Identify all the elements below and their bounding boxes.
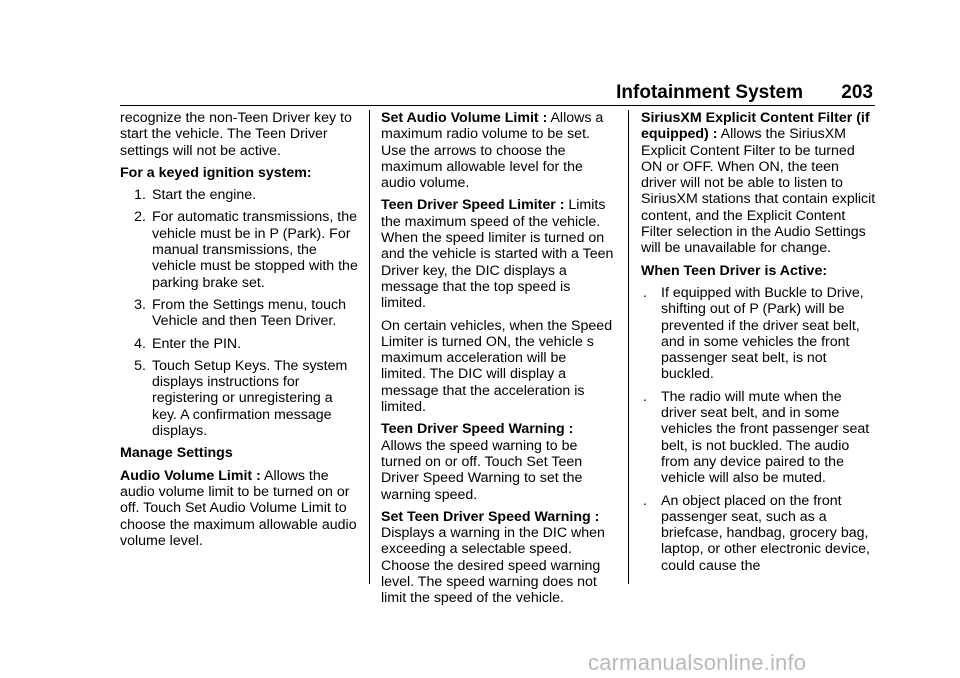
step-item	[120, 297, 358, 330]
step-number: 1.	[134, 187, 146, 204]
step-number: 4.	[134, 335, 146, 352]
active-bullet-list	[641, 285, 877, 574]
speed-limiter-paragraph	[381, 197, 615, 311]
step-item	[120, 358, 358, 439]
steps-list	[120, 187, 358, 439]
teen-driver-active-heading: When Teen Driver is Active:	[641, 262, 828, 279]
bullet-text: The radio will mute when the driver seat belt, and in some vehicles the front passenger seat belt, is not buckled. The audio from any device paired to the vehicle will also be muted.	[661, 388, 870, 487]
set-speed-warning-label: Set Teen Driver Speed Warning :	[381, 508, 600, 525]
step-text: From the Settings menu, touch Vehicle and then Teen Driver.	[152, 296, 346, 330]
set-audio-volume-text: Allows a maximum radio volume to be set. Use the arrows to choose the maximum allowable level for the audio volume.	[381, 110, 604, 192]
bullet-text: If equipped with Buckle to Drive, shifting out of P (Park) will be prevented if the driver seat belt, and in some vehicles the front passenger seat belt, is not buckled.	[661, 284, 864, 383]
step-text: Start the engine.	[152, 187, 257, 204]
bullet-item	[641, 493, 877, 574]
step-text: Enter the PIN.	[152, 335, 242, 352]
bullet-marker: .	[643, 492, 647, 509]
intro-paragraph: recognize the non-Teen Driver key to start the vehicle. The Teen Driver settings will not be active.	[120, 110, 352, 159]
speed-warning-label: Teen Driver Speed Warning :	[381, 421, 574, 438]
set-audio-volume-paragraph	[381, 110, 615, 191]
siriusxm-filter-paragraph	[641, 110, 877, 257]
speed-warning-paragraph	[381, 421, 615, 502]
step-item	[120, 336, 358, 352]
siriusxm-filter-label: SiriusXM Explicit Content Filter (if equipped) :	[641, 110, 870, 143]
set-speed-warning-text: Displays a warning in the DIC when exceeding a selectable speed. Choose the desired speed warning level. The speed warning does not limit the speed of the vehicle.	[381, 525, 605, 607]
keyed-ignition-heading: For a keyed ignition system:	[120, 164, 312, 181]
step-text: Touch Setup Keys. The system displays instructions for registering or unregistering a key. A confirmation message displays.	[152, 357, 348, 440]
watermark-text: carmanualsonline.info	[588, 650, 807, 675]
bullet-marker: .	[643, 284, 647, 301]
speed-limiter-label: Teen Driver Speed Limiter :	[381, 197, 565, 214]
audio-volume-limit-paragraph	[120, 468, 358, 549]
set-audio-volume-label: Set Audio Volume Limit :	[381, 110, 548, 126]
bullet-item	[641, 285, 877, 383]
certain-vehicles-paragraph: On certain vehicles, when the Speed Limiter is turned ON, the vehicle s maximum acceleration will be limited. The DIC will display a message that the acceleration is limited.	[381, 317, 613, 416]
step-number: 3.	[134, 296, 146, 313]
audio-volume-limit-text: Allows the audio volume limit to be turned on or off. Touch Set Audio Volume Limit to choose the maximum allowable audio volume level.	[120, 467, 357, 549]
step-item	[120, 187, 358, 203]
page-number: 203	[841, 82, 873, 103]
audio-volume-limit-label: Audio Volume Limit :	[120, 467, 261, 484]
set-speed-warning-paragraph	[381, 509, 615, 607]
step-item	[120, 209, 358, 290]
step-number: 2.	[134, 209, 146, 226]
page-header	[120, 80, 875, 106]
bullet-item	[641, 389, 877, 487]
column-divider	[369, 110, 370, 584]
speed-warning-text: Allows the speed warning to be turned on or off. Touch Set Teen Driver Speed Warning to set the warning speed.	[381, 437, 583, 503]
bullet-marker: .	[643, 388, 647, 405]
section-title: Infotainment System	[616, 82, 803, 103]
step-number: 5.	[134, 357, 146, 374]
column-divider	[628, 110, 629, 584]
column-middle	[381, 110, 615, 613]
bullet-text: An object placed on the front passenger seat, such as a briefcase, handbag, grocery bag, laptop, or other electronic device, could cause the	[661, 492, 870, 574]
siriusxm-filter-text: Allows the SiriusXM Explicit Content Filter to be turned ON or OFF. When ON, the teen driver will not be able to listen to SiriusXM stations that contain explicit content, and the Explicit Content Filter selection in the Audio Settings will be unavailable for change.	[641, 126, 876, 257]
step-text: For automatic transmissions, the vehicle must be in P (Park). For manual transmissions, the vehicle must be stopped with the parking brake set.	[152, 209, 358, 291]
speed-limiter-text: Limits the maximum speed of the vehicle. When the speed limiter is turned on and the vehicle is started with a Teen Driver key, the DIC displays a message that the top speed is limited.	[381, 197, 614, 312]
column-right	[641, 110, 877, 580]
manage-settings-heading: Manage Settings	[120, 445, 233, 462]
column-left	[120, 110, 358, 555]
